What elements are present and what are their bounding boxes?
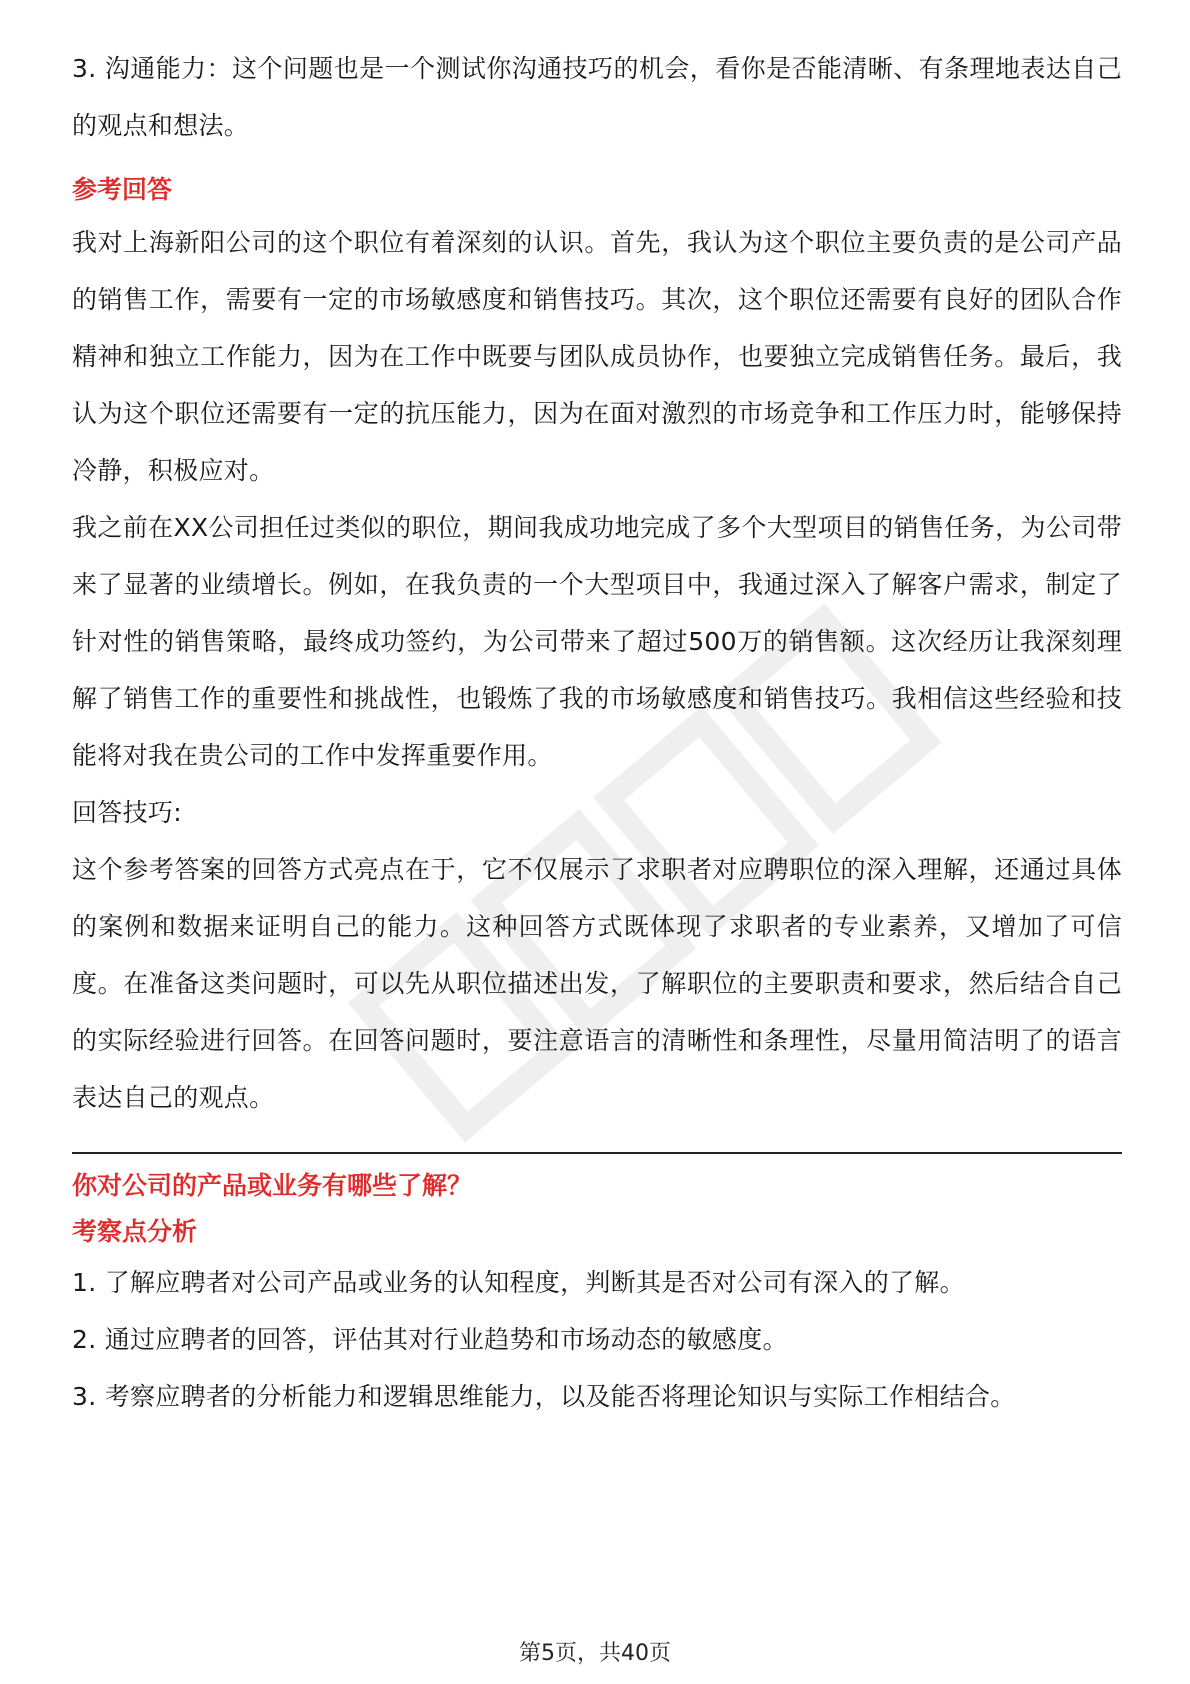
- section-divider: [72, 1152, 1122, 1154]
- page-number: 第5页，共40页: [519, 1641, 671, 1666]
- analysis-point: 2. 通过应聘者的回答，评估其对行业趋势和市场动态的敏感度。: [72, 1325, 788, 1354]
- answer-tips-label: 回答技巧:: [72, 798, 182, 827]
- reference-answer-paragraph-2: 我之前在XX公司担任过类似的职位，期间我成功地完成了多个大型项目的销售任务，为公司带来了显著的业绩增长。例如，在我负责的一个大型项目中，我通过深入了解客户需求，制定了针对性的销售策略，最终成功签约，为公司带来了超过500万的销售额。这次经历让我深刻理解了销售工作的重要性和挑战性，也锻炼了我的市场敏感度和销售技巧。我相信这些经验和技能将对我在贵公司的工作中发挥重要作用。: [72, 513, 1122, 770]
- reference-answer-paragraph-1: 我对上海新阳公司的这个职位有着深刻的认识。首先，我认为这个职位主要负责的是公司产品的销售工作，需要有一定的市场敏感度和销售技巧。其次，这个职位还需要有良好的团队合作精神和独立工作能力，因为在工作中既要与团队成员协作，也要独立完成销售任务。最后，我认为这个职位还需要有一定的抗压能力，因为在面对激烈的市场竞争和工作压力时，能够保持冷静，积极应对。: [72, 228, 1122, 485]
- reference-answer-heading: 参考回答: [72, 175, 173, 204]
- analysis-heading: 考察点分析: [72, 1217, 198, 1246]
- question-title: 你对公司的产品或业务有哪些了解？: [72, 1171, 473, 1200]
- analysis-point-3: 3. 沟通能力：这个问题也是一个测试你沟通技巧的机会，看你是否能清晰、有条理地表达自己的观点和想法。: [72, 54, 1122, 140]
- analysis-point: 3. 考察应聘者的分析能力和逻辑思维能力，以及能否将理论知识与实际工作相结合。: [72, 1382, 1016, 1411]
- answer-tips-text: 这个参考答案的回答方式亮点在于，它不仅展示了求职者对应聘职位的深入理解，还通过具体的案例和数据来证明自己的能力。这种回答方式既体现了求职者的专业素养，又增加了可信度。在准备这类问题时，可以先从职位描述出发，了解职位的主要职责和要求，然后结合自己的实际经验进行回答。在回答问题时，要注意语言的清晰性和条理性，尽量用简洁明了的语言表达自己的观点。: [72, 855, 1122, 1112]
- document-page: [72, 40, 1122, 1425]
- analysis-point: 1. 了解应聘者对公司产品或业务的认知程度，判断其是否对公司有深入的了解。: [72, 1268, 965, 1297]
